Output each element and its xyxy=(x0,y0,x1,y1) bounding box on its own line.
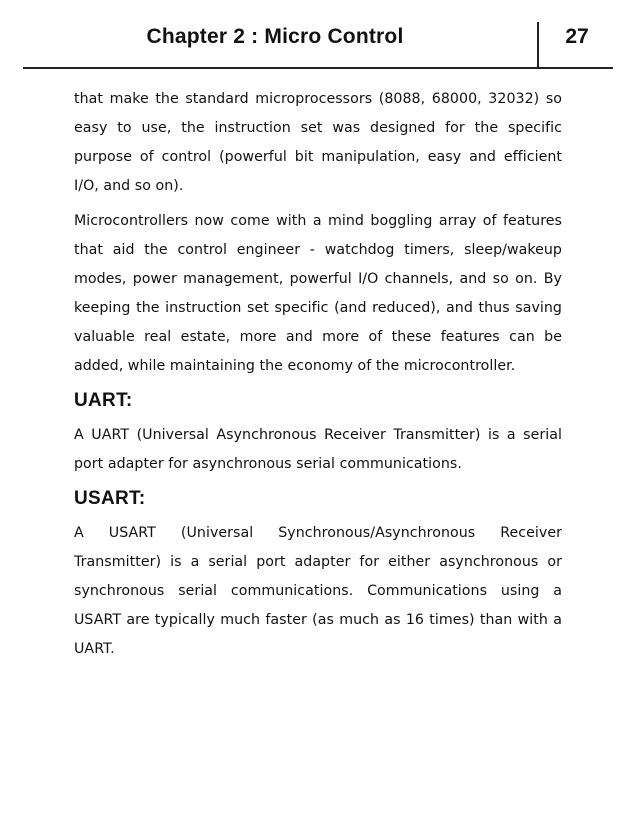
section-heading-usart: USART: xyxy=(74,488,146,509)
section-heading-uart: UART: xyxy=(74,390,133,411)
page-body xyxy=(74,85,562,670)
paragraph-microcontroller-features: Microcontrollers now come with a mind boggling array of features that aid the control engineer - watchdog timers, sleep/wakeup modes, power management, powerful I/O channels, and so on. By keeping the instruction set specific (and reduced), and thus saving valuable real estate, more and more of these features can be added, while maintaining the economy of the microcontroller. xyxy=(74,213,562,374)
paragraph-usart-definition: A USART (Universal Synchronous/Asynchronous Receiver Transmitter) is a serial port adapter for either asynchronous or synchronous serial communications. Communications using a USART are typically much faster (as much as 16 times) than with a UART. xyxy=(74,525,562,657)
paragraph-control-instruction-set: that make the standard microprocessors (8088, 68000, 32032) so easy to use, the instruction set was designed for the specific purpose of control (powerful bit manipulation, easy and efficient I/O, and so on). xyxy=(74,91,562,194)
header-horizontal-rule xyxy=(23,67,613,69)
page-number: 27 xyxy=(565,25,589,48)
chapter-title: Chapter 2 : Micro Control xyxy=(146,25,404,48)
page-header xyxy=(0,0,638,68)
header-vertical-divider xyxy=(537,22,539,68)
paragraph-uart-definition: A UART (Universal Asynchronous Receiver Transmitter) is a serial port adapter for asynchronous serial communications. xyxy=(74,427,562,472)
